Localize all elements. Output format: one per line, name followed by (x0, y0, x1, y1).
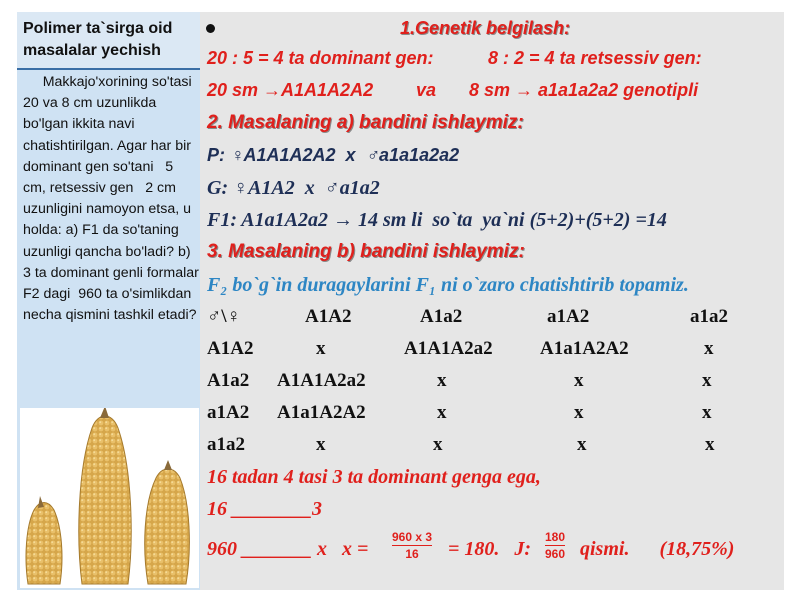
punnett-cell: A1a1A2A2 (540, 338, 629, 359)
fraction-denominator: 16 (405, 547, 419, 561)
punnett-cell: A1a1A2A2 (277, 402, 366, 423)
punnett-col-header: A1a2 (420, 306, 463, 327)
punnett-col-header: a1A2 (547, 306, 590, 327)
corn-cob-small-left (26, 496, 62, 584)
heading-genetic-notation: 1.Genetik belgilash: (400, 18, 571, 38)
punnett-row-header: A1a2 (207, 370, 250, 391)
punnett-row-header: A1A2 (207, 338, 254, 359)
line-calc-right: qismi. (18,75%) (580, 538, 735, 560)
corn-cobs-image (20, 408, 199, 588)
punnett-cell: x (574, 370, 584, 391)
punnett-cell: x (577, 434, 587, 455)
fraction-numerator: 960 x 3 (392, 530, 433, 544)
heading-part-a: 2. Masalaning a) bandini ishlaymiz: (207, 112, 524, 133)
line-recessive-genes: 8 : 2 = 4 ta retsessiv gen: (488, 48, 702, 68)
punnett-cell: A1A1A2a2 (277, 370, 366, 391)
punnett-corner: ♂\♀ (207, 306, 241, 327)
punnett-cell: x (316, 434, 326, 455)
punnett-cell: x (433, 434, 443, 455)
line-f1-result: F1: A1a1A2a2 → 14 sm li so`ta ya`ni (5+2)+(5+2) =14 (207, 209, 667, 231)
punnett-row-header: a1a2 (207, 434, 245, 455)
line-genotype-8sm: 8 sm → a1a1a2a2 genotipli (469, 80, 699, 100)
line-gametes: G: ♀A1A2 x ♂a1a2 (207, 177, 380, 199)
line-proportion: 16 ________3 (207, 498, 322, 520)
sidebar-title: Polimer ta`sirga oid masalalar yechish (17, 12, 200, 70)
line-calc-left: 960 _______ x x = (207, 538, 369, 560)
punnett-cell: x (705, 434, 715, 455)
punnett-cell: x (704, 338, 714, 359)
punnett-cell: x (437, 370, 447, 391)
punnett-col-header: a1a2 (690, 306, 728, 327)
line-dominant-genes: 20 : 5 = 4 ta dominant gen: (207, 48, 434, 68)
line-f2-description: F₂ bo`g`in duragaylarini F₁ ni o`zaro chatishtirib topamiz. (207, 274, 689, 296)
line-result-count: 16 tadan 4 tasi 3 ta dominant genga ega, (207, 466, 541, 488)
fraction-numerator: 180 (545, 530, 566, 544)
corn-illustration (20, 408, 199, 588)
heading-part-b: 3. Masalaning b) bandini ishlaymiz: (207, 241, 525, 262)
fraction-960x3-over-16 (392, 530, 432, 561)
line-parents: P: ♀A1A1A2A2 x ♂a1a1a2a2 (207, 145, 460, 165)
line-calc-mid: = 180. J: (448, 538, 532, 560)
punnett-cell: x (574, 402, 584, 423)
fraction-180-over-960 (545, 530, 565, 561)
line-genotype-va: va (416, 80, 437, 100)
punnett-col-header: A1A2 (305, 306, 352, 327)
corn-cob-large-center (79, 408, 131, 584)
problem-statement: Makkajo'xorining so'tasi 20 va 8 cm uzunlikda bo'lgan ikkita navi chatishtirilgan. Agar har bir dominant gen so'tani 5 cm, retsessiv gen 2 cm uzunligini namoyon etsa, u holda: a) F1 da so'taning uzunligi qancha bo'ladi? b) 3 ta dominant genli formalar F2 dagi 960 ta o'simlikdan necha qismini tashkil etadi? (23, 74, 199, 324)
fraction-denominator: 960 (545, 547, 566, 561)
punnett-cell: x (702, 402, 712, 423)
punnett-cell: x (316, 338, 326, 359)
punnett-cell: A1A1A2a2 (404, 338, 493, 359)
punnett-row-header: a1A2 (207, 402, 250, 423)
corn-cob-medium-right (145, 460, 190, 584)
line-genotype-20sm: 20 sm →A1A1A2A2 (207, 80, 374, 100)
bullet-point (206, 24, 215, 33)
punnett-cell: x (437, 402, 447, 423)
punnett-cell: x (702, 370, 712, 391)
